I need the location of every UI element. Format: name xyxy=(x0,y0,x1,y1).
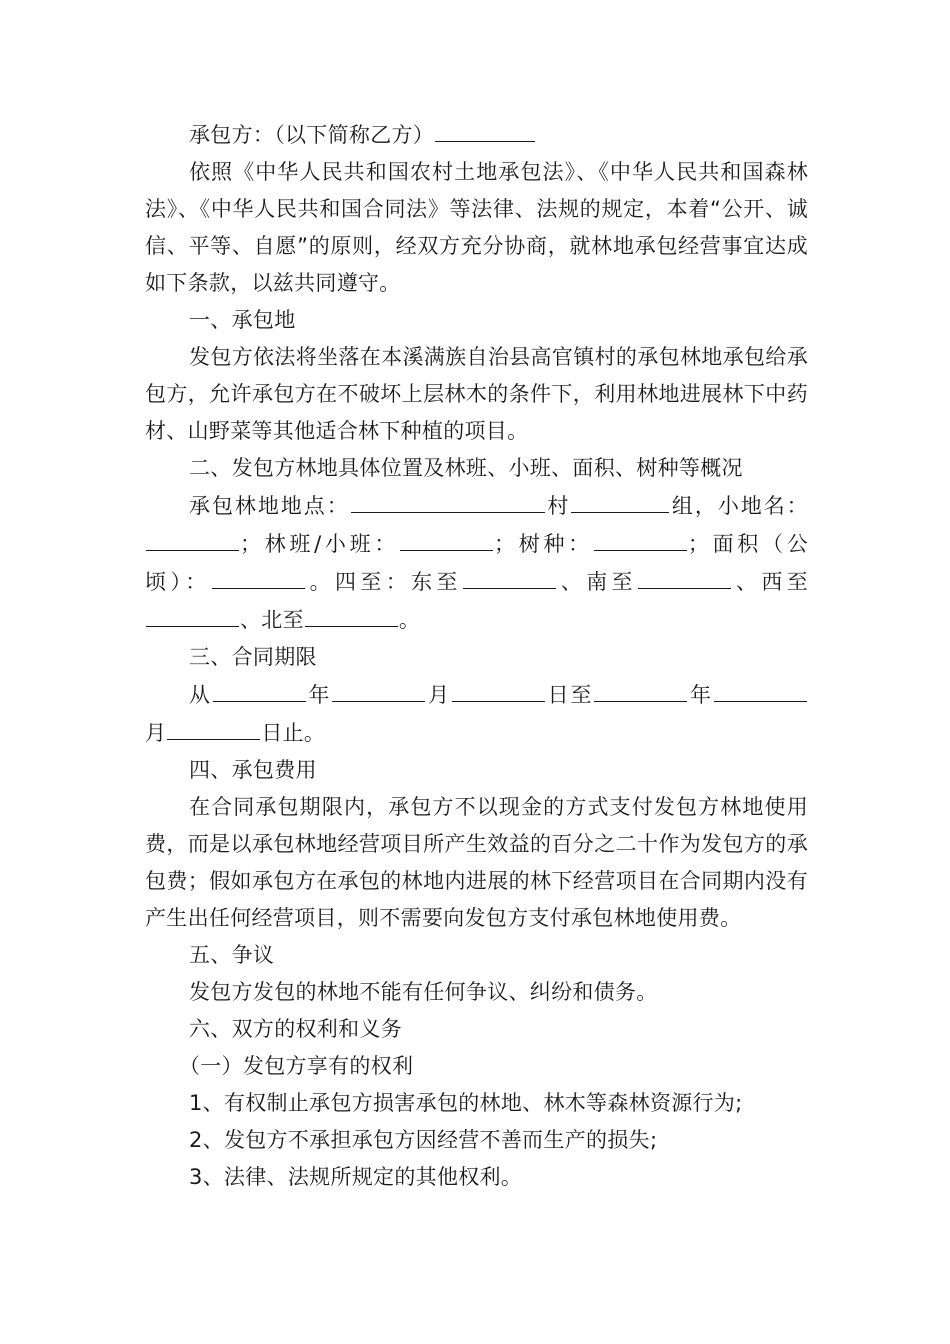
village-blank[interactable] xyxy=(571,487,669,513)
day-end-label: 日止。 xyxy=(261,721,326,745)
day-to-label: 日至 xyxy=(545,683,594,707)
section3-heading: 三、合同期限 xyxy=(189,645,317,669)
section6-item-2: 2、发包方不承担承包方因经营不善而生产的损失; xyxy=(189,1128,658,1152)
section6-item-1: 1、有权制止承包方损害承包的林地、林木等森林资源行为; xyxy=(189,1091,743,1115)
section6-item-3: 3、法律、法规所规定的其他权利。 xyxy=(189,1165,523,1189)
section2-fields xyxy=(145,487,808,639)
north-label: 、北至 xyxy=(240,608,304,632)
from-label: 从 xyxy=(189,683,212,707)
section2-heading: 二、发包方林地具体位置及林班、小班、面积、树种等概况 xyxy=(189,456,743,480)
year2-label: 年 xyxy=(688,683,713,707)
start-day-blank[interactable] xyxy=(452,676,545,702)
south-label: 、南至 xyxy=(556,570,637,594)
area-blank[interactable] xyxy=(212,563,305,589)
section6-subheading: （一）发包方享有的权利 xyxy=(179,1054,414,1078)
group-label: 组，小地名： xyxy=(670,494,808,518)
west-boundary-blank[interactable] xyxy=(146,601,239,627)
area-label: ；面积（公顷）： xyxy=(145,532,809,594)
location-label: 承包林地地点： xyxy=(189,494,350,518)
tree-species-blank[interactable] xyxy=(594,525,687,551)
year-label: 年 xyxy=(306,683,332,707)
section5-heading: 五、争议 xyxy=(189,943,275,967)
contractor-label: 承包方：（以下简称乙方） xyxy=(189,123,435,147)
east-boundary-blank[interactable] xyxy=(463,563,556,589)
section4-heading: 四、承包费用 xyxy=(189,758,317,782)
start-year-blank[interactable] xyxy=(213,676,306,702)
section5-body: 发包方发包的林地不能有任何争议、纠纷和债务。 xyxy=(189,980,658,1004)
tree-species-label: ；树种： xyxy=(494,532,593,556)
west-label: 、西至 xyxy=(731,570,808,594)
intro-paragraph: 依照《中华人民共和国农村土地承包法》、《中华人民共和国森林法》、《中华人民共和国合同法》等法律、法规的规定，本着“公开、诚信、平等、自愿”的原则，经双方充分协商，就林地承包经营事宜达成如下条款，以兹共同遵守。 xyxy=(145,160,808,295)
north-boundary-blank[interactable] xyxy=(305,601,398,627)
forest-class-blank[interactable] xyxy=(400,525,493,551)
section6-heading: 六、双方的权利和义务 xyxy=(189,1017,402,1041)
forest-class-label: ；林班/小班： xyxy=(240,532,400,556)
start-month-blank[interactable] xyxy=(332,676,425,702)
end-month-blank[interactable] xyxy=(714,676,807,702)
month2-label: 月 xyxy=(145,721,167,745)
end-day-blank[interactable] xyxy=(167,714,260,740)
month-label: 月 xyxy=(426,683,451,707)
village-label: 村 xyxy=(545,494,571,518)
section3-term xyxy=(145,676,808,752)
location-blank[interactable] xyxy=(351,487,545,513)
boundaries-label: 。四至：东至 xyxy=(305,570,462,594)
section2-end: 。 xyxy=(398,608,421,632)
section4-body: 在合同承包期限内，承包方不以现金的方式支付发包方林地使用费，而是以承包林地经营项目所产生效益的百分之二十作为发包方的承包费；假如承包方在承包的林地内进展的林下经营项目在合同期内没有产生出任何经营项目，则不需要向发包方支付承包林地使用费。 xyxy=(145,795,808,930)
section1-body: 发包方依法将坐落在本溪满族自治县高官镇村的承包林地承包给承包方，允许承包方在不破坏上层林木的条件下，利用林地进展林下中药材、山野菜等其他适合林下种植的项目。 xyxy=(145,345,808,443)
south-boundary-blank[interactable] xyxy=(638,563,731,589)
section1-heading: 一、承包地 xyxy=(189,308,296,332)
contract-body xyxy=(145,116,808,1196)
contractor-name-blank[interactable] xyxy=(435,116,535,142)
place-name-blank[interactable] xyxy=(146,525,239,551)
contractor-line xyxy=(145,116,808,154)
end-year-blank[interactable] xyxy=(594,676,687,702)
